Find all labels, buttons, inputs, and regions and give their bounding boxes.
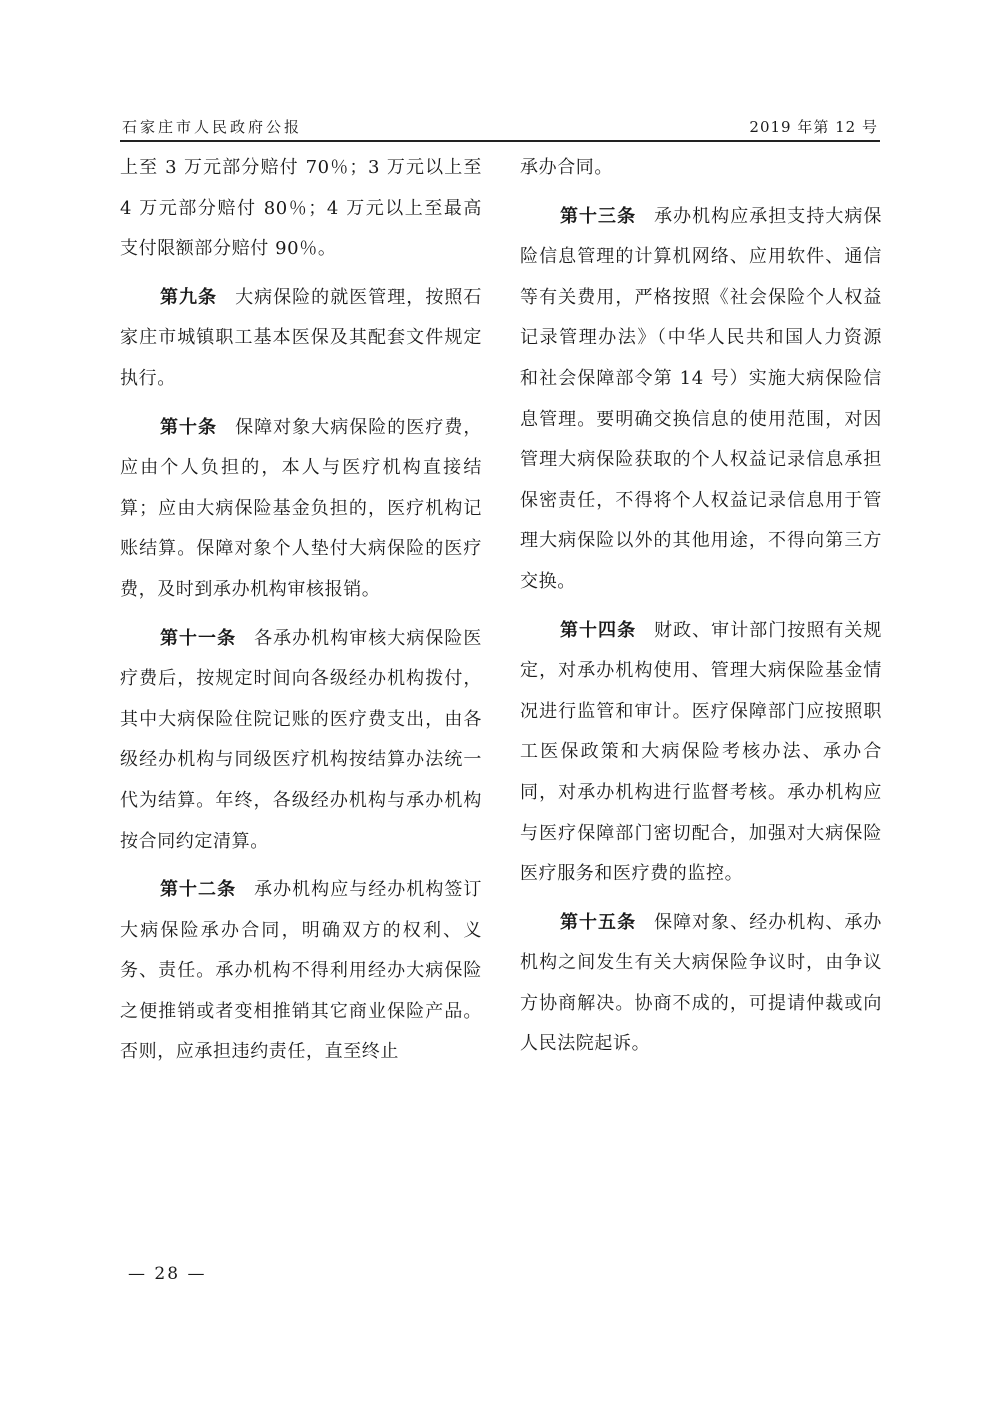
article-text: 财政、审计部门按照有关规定，对承办机构使用、管理大病保险基金情况进行监管和审计。医疗保障部门应按照职工医保政策和大病保险考核办法、承办合同，对承办机构进行监督考核。承办机构应与医疗保障部门密切配合，加强对大病保险医疗服务和医疗费的监控。 — [520, 619, 882, 885]
article-11 — [120, 619, 482, 863]
left-column — [120, 148, 482, 1081]
article-text: 保障对象大病保险的医疗费，应由个人负担的，本人与医疗机构直接结算；应由大病保险基金负担的，医疗机构记账结算。保障对象个人垫付大病保险的医疗费，及时到承办机构审核报销。 — [120, 416, 482, 600]
article-heading: 第十五条 — [560, 911, 637, 933]
article-heading: 第十条 — [160, 416, 218, 438]
article-15 — [520, 903, 882, 1065]
article-text: 承办机构应承担支持大病保险信息管理的计算机网络、应用软件、通信等有关费用，严格按照《社会保险个人权益记录管理办法》（中华人民共和国人力资源和社会保障部令第 14 号）实施大病保险信息管理。要明确交换信息的使用范围，对因管理大病保险获取的个人权益记录信息承担保密责任，不得将个人权益记录信息用于管理大病保险以外的其他用途，不得向第三方交换。 — [520, 205, 882, 592]
article-text: 各承办机构审核大病保险医疗费后，按规定时间向各级经办机构拨付，其中大病保险住院记账的医疗费支出，由各级经办机构与同级医疗机构按结算办法统一代为结算。年终，各级经办机构与承办机构按合同约定清算。 — [120, 627, 482, 852]
issue-number: 2019 年第 12 号 — [749, 118, 878, 136]
article-text: 保障对象、经办机构、承办机构之间发生有关大病保险争议时，由争议方协商解决。协商不成的，可提请仲裁或向人民法院起诉。 — [520, 911, 882, 1055]
article-heading: 第十四条 — [560, 619, 637, 641]
article-13 — [520, 197, 882, 603]
article-heading: 第十三条 — [560, 205, 637, 227]
article-text: 大病保险的就医管理，按照石家庄市城镇职工基本医保及其配套文件规定执行。 — [120, 286, 482, 389]
article-heading: 第九条 — [160, 286, 218, 308]
article-10 — [120, 408, 482, 611]
article-14 — [520, 611, 882, 895]
paragraph-continued: 上至 3 万元部分赔付 70％；3 万元以上至 4 万元部分赔付 80％；4 万元以上至最高支付限额部分赔付 90％。 — [120, 157, 482, 260]
article-text: 承办机构应与经办机构签订大病保险承办合同，明确双方的权利、义务、责任。承办机构不得利用经办大病保险之便推销或者变相推销其它商业保险产品。否则，应承担违约责任，直至终止 — [120, 879, 482, 1063]
publication-title: 石家庄市人民政府公报 — [122, 118, 303, 136]
article-heading: 第十二条 — [160, 879, 237, 901]
article-12 — [120, 870, 482, 1073]
article-9 — [120, 278, 482, 400]
paragraph-continued: 承办合同。 — [520, 157, 613, 178]
right-column — [520, 148, 882, 1073]
page-number: — 28 — — [128, 1264, 207, 1284]
article-heading: 第十一条 — [160, 627, 237, 649]
page-header — [120, 112, 880, 142]
